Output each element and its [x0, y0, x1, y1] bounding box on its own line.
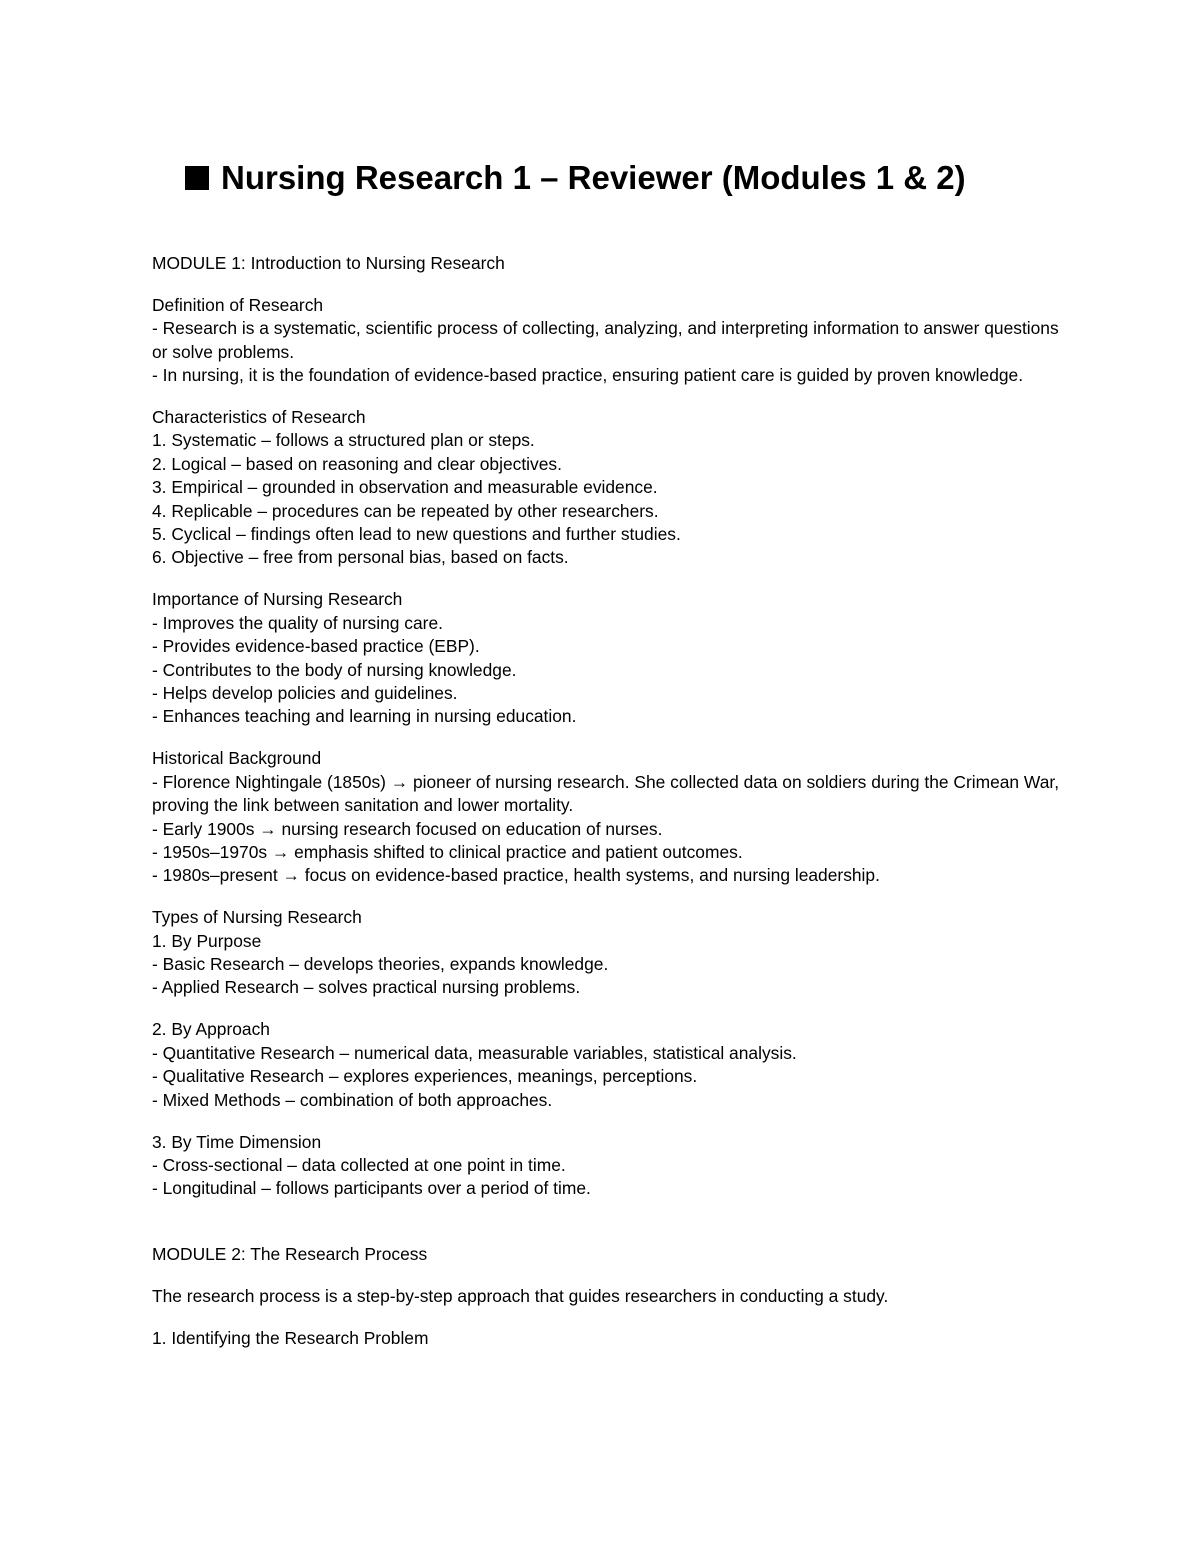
definition-item: - Research is a systematic, scientific process of collecting, analyzing, and interpreting information to answer questions or solve problems.	[152, 318, 1059, 362]
module-1-heading: MODULE 1: Introduction to Nursing Research	[152, 253, 505, 273]
importance-section	[152, 588, 1072, 728]
types-purpose-item: - Basic Research – develops theories, expands knowledge.	[152, 954, 609, 975]
history-heading: Historical Background	[152, 748, 322, 769]
characteristics-item: 3. Empirical – grounded in observation and measurable evidence.	[152, 477, 658, 498]
types-time-heading: 3. By Time Dimension	[152, 1131, 322, 1152]
module-2-intro: The research process is a step-by-step approach that guides researchers in conducting a study.	[152, 1285, 889, 1306]
characteristics-item: 6. Objective – free from personal bias, based on facts.	[152, 547, 569, 568]
definition-section	[152, 294, 1072, 388]
types-purpose-heading: 1. By Purpose	[152, 930, 262, 951]
module-2-heading: MODULE 2: The Research Process	[152, 1243, 428, 1264]
types-approach-item: - Quantitative Research – numerical data, measurable variables, statistical analysis.	[152, 1042, 797, 1063]
module-2-section	[152, 1243, 1072, 1266]
history-item: - 1950s–1970s → emphasis shifted to clinical practice and patient outcomes.	[152, 841, 743, 862]
definition-heading: Definition of Research	[152, 294, 324, 315]
characteristics-section	[152, 406, 1072, 570]
characteristics-item: 2. Logical – based on reasoning and clear objectives.	[152, 453, 562, 474]
square-bullet-icon	[185, 166, 209, 190]
module-2-step-1: 1. Identifying the Research Problem	[152, 1327, 429, 1348]
importance-item: - Helps develop policies and guidelines.	[152, 683, 458, 703]
types-purpose-item: - Applied Research – solves practical nursing problems.	[152, 977, 581, 998]
importance-item: - Improves the quality of nursing care.	[152, 612, 443, 633]
history-item: - Early 1900s → nursing research focused on education of nurses.	[152, 818, 663, 839]
importance-heading: Importance of Nursing Research	[152, 589, 403, 610]
history-item: - Florence Nightingale (1850s) → pioneer of nursing research. She collected data on soldiers during the Crimean War, proving the link between sanitation and lower mortality.	[152, 771, 1060, 816]
types-heading: Types of Nursing Research	[152, 907, 362, 928]
characteristics-item: 5. Cyclical – findings often lead to new questions and further studies.	[152, 524, 681, 545]
module-2-step-section	[152, 1327, 1072, 1350]
document-body	[152, 252, 1072, 1350]
document-title-text: Nursing Research 1 – Reviewer (Modules 1 & 2)	[221, 159, 966, 196]
module-2-intro-section	[152, 1285, 1072, 1308]
types-section	[152, 906, 1072, 1000]
types-approach-heading: 2. By Approach	[152, 1019, 270, 1040]
characteristics-heading: Characteristics of Research	[152, 407, 366, 428]
history-item: - 1980s–present → focus on evidence-based practice, health systems, and nursing leadership.	[152, 865, 880, 886]
definition-item: - In nursing, it is the foundation of evidence-based practice, ensuring patient care is guided by proven knowledge.	[152, 365, 1024, 386]
importance-item: - Provides evidence-based practice (EBP).	[152, 636, 480, 657]
importance-item: - Enhances teaching and learning in nursing education.	[152, 706, 577, 727]
types-time-item: - Longitudinal – follows participants over a period of time.	[152, 1178, 591, 1199]
types-approach-item: - Mixed Methods – combination of both approaches.	[152, 1089, 553, 1110]
types-time-section	[152, 1131, 1072, 1201]
types-time-item: - Cross-sectional – data collected at one point in time.	[152, 1154, 566, 1175]
types-approach-item: - Qualitative Research – explores experiences, meanings, perceptions.	[152, 1066, 698, 1087]
importance-item: - Contributes to the body of nursing knowledge.	[152, 659, 517, 680]
history-section	[152, 747, 1072, 887]
characteristics-item: 4. Replicable – procedures can be repeated by other researchers.	[152, 500, 659, 521]
characteristics-item: 1. Systematic – follows a structured plan or steps.	[152, 430, 535, 451]
types-approach-section	[152, 1018, 1072, 1112]
document-title	[185, 156, 966, 200]
